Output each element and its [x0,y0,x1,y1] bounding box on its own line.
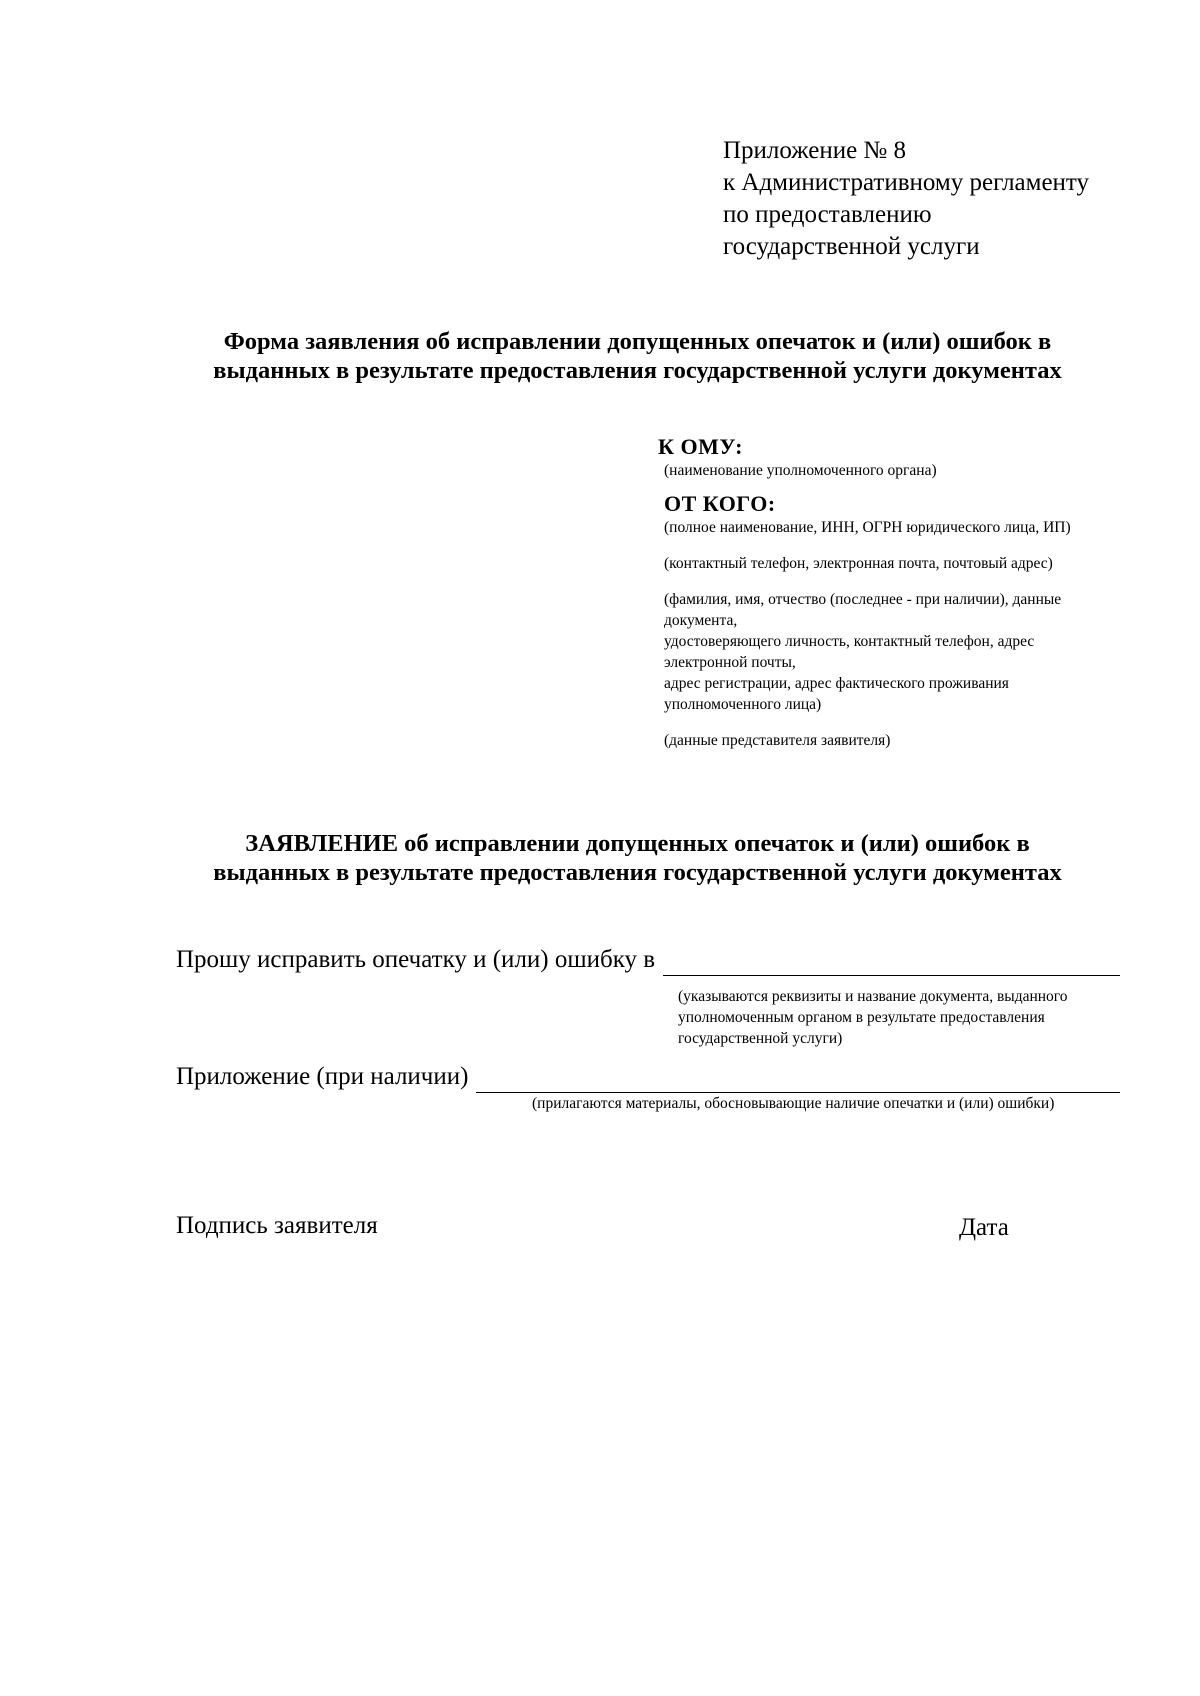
request-text: Прошу исправить опечатку и (или) ошибку в [176,946,656,973]
person-hint-line: (фамилия, имя, отчество (последнее - при наличии), данные [664,591,1062,608]
person-hint-line: адрес регистрации, адрес фактического проживания [664,675,1009,692]
person-hint-line: удостоверяющего личность, контактный телефон, адрес [664,633,1035,650]
addressee-block [658,434,1128,751]
person-hint-line: электронной почты, [664,654,796,671]
form-title [150,327,1125,385]
request-hint [678,986,1128,1049]
annex-line: по предоставлению [723,201,932,228]
form-title-line: Форма заявления об исправлении допущенных опечаток и (или) ошибок в [223,328,1052,355]
attachment-field[interactable] [476,1068,1120,1093]
request-hint-line: (указываются реквизиты и название документа, выданного [678,988,1068,1005]
date-label: Дата [959,1214,1009,1241]
form-title-line: выданных в результате предоставления государственной услуги документах [213,357,1062,384]
to-hint: (наименование уполномоченного органа) [664,462,937,479]
from-hint-contacts: (контактный телефон, электронная почта, почтовый адрес) [664,555,1053,572]
person-hint-line: уполномоченного лица) [664,696,822,713]
annex-reference [723,135,1089,263]
person-hint-line: документа, [664,612,738,629]
from-hint-org: (полное наименование, ИНН, ОГРН юридического лица, ИП) [664,519,1071,536]
annex-line: государственной услуги [723,233,980,260]
annex-line: к Административному регламенту [723,169,1090,196]
statement-title-line: ЗАЯВЛЕНИЕ об исправлении допущенных опечаток и (или) ошибок в [245,830,1030,857]
from-label: ОТ КОГО: [664,491,776,516]
request-hint-line: государственной услуги) [678,1030,843,1047]
attachment-hint: (прилагаются материалы, обосновывающие наличие опечатки и (или) ошибки) [532,1095,1055,1112]
from-hint-person [658,589,1128,715]
signature-label: Подпись заявителя [176,1212,378,1239]
annex-line: Приложение № 8 [723,137,907,164]
attachment-text: Приложение (при наличии) [176,1063,469,1090]
from-hint-representative: (данные представителя заявителя) [664,732,891,749]
statement-title [150,829,1125,887]
statement-title-line: выданных в результате предоставления государственной услуги документах [213,859,1062,886]
request-hint-line: уполномоченным органом в результате предоставления [678,1009,1045,1026]
request-row [176,944,1120,976]
to-label: К ОМУ: [658,434,743,459]
attachment-row [176,1061,1120,1093]
request-document-field[interactable] [663,951,1120,976]
